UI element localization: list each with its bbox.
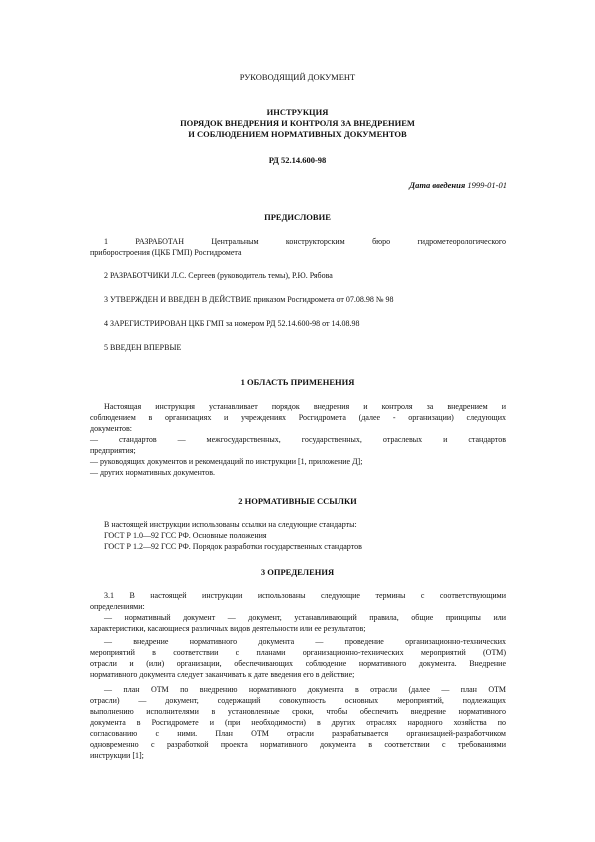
definitions-line-7: отрасли и (или) организации, обеспечивающих соблюдение нормативного документа. Внедрение (90, 659, 506, 668)
definitions-line-2: определениями: (90, 602, 145, 611)
foreword-item-1-line-1: 1 РАЗРАБОТАН Центральным конструкторским бюро гидрометеорологического (104, 237, 506, 246)
scope-line-4: — стандартов — межгосударственных, государственных, отраслевых и стандартов (90, 435, 506, 444)
document-code: РД 52.14.600-98 (268, 155, 327, 165)
definitions-line-15: инструкции [1]; (90, 751, 144, 760)
definitions-line-11: выполнению исполнителями в установленные сроки, чтобы обеспечить внедрение нормативного (90, 707, 506, 716)
definitions-line-3: — нормативный документ — документ, устанавливающий правила, общие принципы или (104, 613, 506, 622)
references-heading: 2 НОРМАТИВНЫЕ ССЫЛКИ (238, 496, 357, 506)
definitions-line-14: одновременно с разработкой проекта нормативного документа в соответствии с требованиями (90, 740, 506, 749)
effective-date-value: 1999-01-01 (467, 180, 507, 190)
references-line-3: ГОСТ Р 1.2—92 ГСС РФ. Порядок разработки государственных стандартов (104, 542, 362, 551)
definitions-line-8: нормативного документа следует заканчивать к дате введения его в действие; (90, 670, 355, 679)
definitions-line-10: отрасли) — документ, содержащий совокупность основных мероприятий, подлежащих (90, 696, 506, 705)
references-line-2: ГОСТ Р 1.0—92 ГСС РФ. Основные положения (104, 531, 267, 540)
scope-line-6: — руководящих документов и рекомендаций по инструкции [1, приложение Д]; (90, 457, 363, 466)
foreword-item-1-line-2: приборостроения (ЦКБ ГМП) Росгидромета (90, 248, 242, 257)
definitions-line-6: мероприятий в соответствии с планами организационно-технических мероприятий (ОТМ) (90, 648, 506, 657)
definitions-line-12: документа в Росгидромете и (при необходимости) в других отраслях народного хозяйства по (90, 718, 506, 727)
references-line-1: В настоящей инструкции использованы ссылки на следующие стандарты: (104, 520, 357, 529)
foreword-heading: ПРЕДИСЛОВИЕ (264, 212, 331, 222)
scope-line-5: предприятия; (90, 446, 136, 455)
scope-heading: 1 ОБЛАСТЬ ПРИМЕНЕНИЯ (240, 377, 355, 387)
definitions-line-1: 3.1 В настоящей инструкции использованы следующие термины с соответствующими (104, 591, 506, 600)
scope-line-7: — других нормативных документов. (90, 468, 216, 477)
foreword-item-3: 3 УТВЕРЖДЕН И ВВЕДЕН В ДЕЙСТВИЕ приказом Росгидромета от 07.08.98 № 98 (104, 295, 394, 304)
definitions-line-13: согласованию с ними. План ОТМ отрасли разрабатывается организацией-разработчиком (90, 729, 506, 738)
effective-date (409, 180, 507, 190)
foreword-item-2: 2 РАЗРАБОТЧИКИ Л.С. Сергеев (руководитель темы), Р.Ю. Рябова (104, 271, 333, 280)
definitions-line-5: — внедрение нормативного документа — проведение организационно-технических (104, 637, 506, 646)
scope-line-1: Настоящая инструкция устанавливает порядок внедрения и контроля за внедрением и (104, 402, 506, 411)
definitions-heading: 3 ОПРЕДЕЛЕНИЯ (260, 567, 335, 577)
document-type: РУКОВОДЯЩИЙ ДОКУМЕНТ (239, 72, 356, 82)
foreword-item-5: 5 ВВЕДЕН ВПЕРВЫЕ (104, 343, 182, 352)
scope-line-3: документов: (90, 424, 133, 433)
scope-line-2: соблюдением в организациях и учреждениях Росгидромета (далее - организации) следующих (90, 413, 506, 422)
effective-date-label: Дата введения (409, 180, 466, 190)
definitions-line-9: — план ОТМ по внедрению нормативного документа в отрасли (далее — план ОТМ (104, 685, 506, 694)
title-line-2: ПОРЯДОК ВНЕДРЕНИЯ И КОНТРОЛЯ ЗА ВНЕДРЕНИЕМ (180, 118, 415, 128)
title-line-1: ИНСТРУКЦИЯ (266, 107, 329, 117)
definitions-line-4: характеристики, касающиеся различных видов деятельности или ее результатов; (90, 624, 366, 633)
title-line-3: И СОБЛЮДЕНИЕМ НОРМАТИВНЫХ ДОКУМЕНТОВ (188, 129, 407, 139)
foreword-item-4: 4 ЗАРЕГИСТРИРОВАН ЦКБ ГМП за номером РД 52.14.600-98 от 14.08.98 (104, 319, 360, 328)
